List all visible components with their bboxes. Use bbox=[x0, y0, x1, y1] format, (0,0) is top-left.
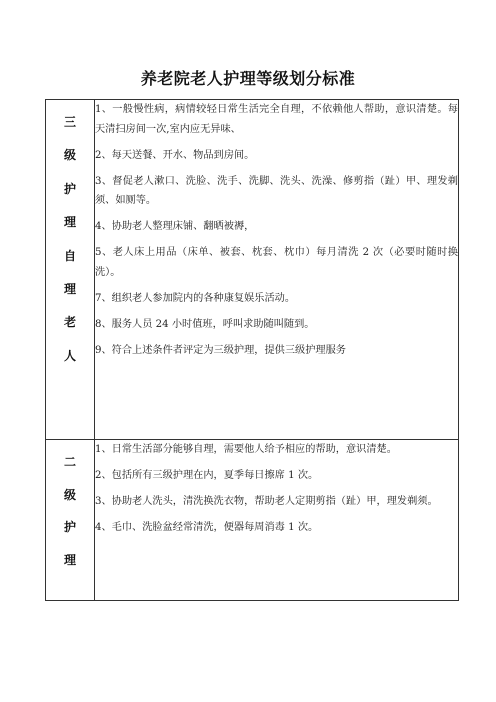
grade-char: 老 bbox=[63, 315, 76, 330]
grade-label-cell bbox=[46, 440, 95, 601]
list-item: 1、一般慢性病，病情较轻日常生活完全自理，不依赖他人帮助，意识清楚。每天清扫房间一次,室内应无异味、 bbox=[95, 104, 458, 135]
grade-label bbox=[46, 440, 94, 585]
list-item: 9、符合上述条件者评定为三级护理，提供三级护理服务 bbox=[95, 344, 346, 356]
list-item: 2、包括所有三级护理在内，夏季每日擦席 1 次。 bbox=[95, 470, 319, 481]
grade-char: 二 bbox=[63, 455, 76, 469]
list-item: 8、服务人员 24 小时值班，呼叫求助随叫随到。 bbox=[95, 318, 315, 330]
list-item: 4、协助老人整理床铺、翻晒被褥， bbox=[95, 221, 255, 232]
table-row bbox=[46, 440, 459, 601]
list-item: 1、日常生活部分能够自理，需要他人给予相应的帮助，意识清楚。 bbox=[95, 444, 397, 455]
grade-label bbox=[46, 100, 94, 382]
page-title: 养老院老人护理等级划分标准 bbox=[140, 69, 356, 88]
list-item: 4、毛巾、洗脸盆经常清洗，便器每周消毒 1 次。 bbox=[95, 522, 319, 533]
care-grade-table bbox=[45, 99, 459, 601]
grade-char: 护 bbox=[63, 520, 76, 534]
grade-label-cell bbox=[46, 100, 95, 440]
table-row bbox=[46, 100, 459, 440]
requirements-cell bbox=[95, 440, 459, 601]
grade-char: 三 bbox=[63, 115, 76, 129]
grade-char: 级 bbox=[63, 487, 76, 502]
list-item: 3、协助老人洗头，清洗换洗衣物，帮助老人定期剪指（趾）甲，理发剃须。 bbox=[95, 496, 438, 507]
list-item: 2、每天送餐、开水、物品到房间。 bbox=[95, 149, 255, 161]
grade-char: 级 bbox=[63, 148, 76, 163]
list-item: 5、老人床上用品（床单、被套、枕套、枕巾）每月清洗 2 次（必要时随时换洗）。 bbox=[95, 247, 458, 278]
grade-char: 护 bbox=[63, 181, 76, 196]
list-item: 3、督促老人漱口、洗脸、洗手、洗脚、洗头、洗澡、修剪指（趾）甲、理发剃须、如厕等。 bbox=[95, 175, 458, 206]
grade-char: 理 bbox=[63, 215, 76, 230]
list-item: 7、组织老人参加院内的各种康复娱乐活动。 bbox=[95, 292, 296, 304]
requirements-cell bbox=[95, 100, 459, 440]
grade-char: 人 bbox=[63, 348, 76, 363]
grade-char: 自 bbox=[63, 248, 76, 263]
grade-char: 理 bbox=[63, 281, 76, 296]
grade-char: 理 bbox=[63, 552, 76, 567]
